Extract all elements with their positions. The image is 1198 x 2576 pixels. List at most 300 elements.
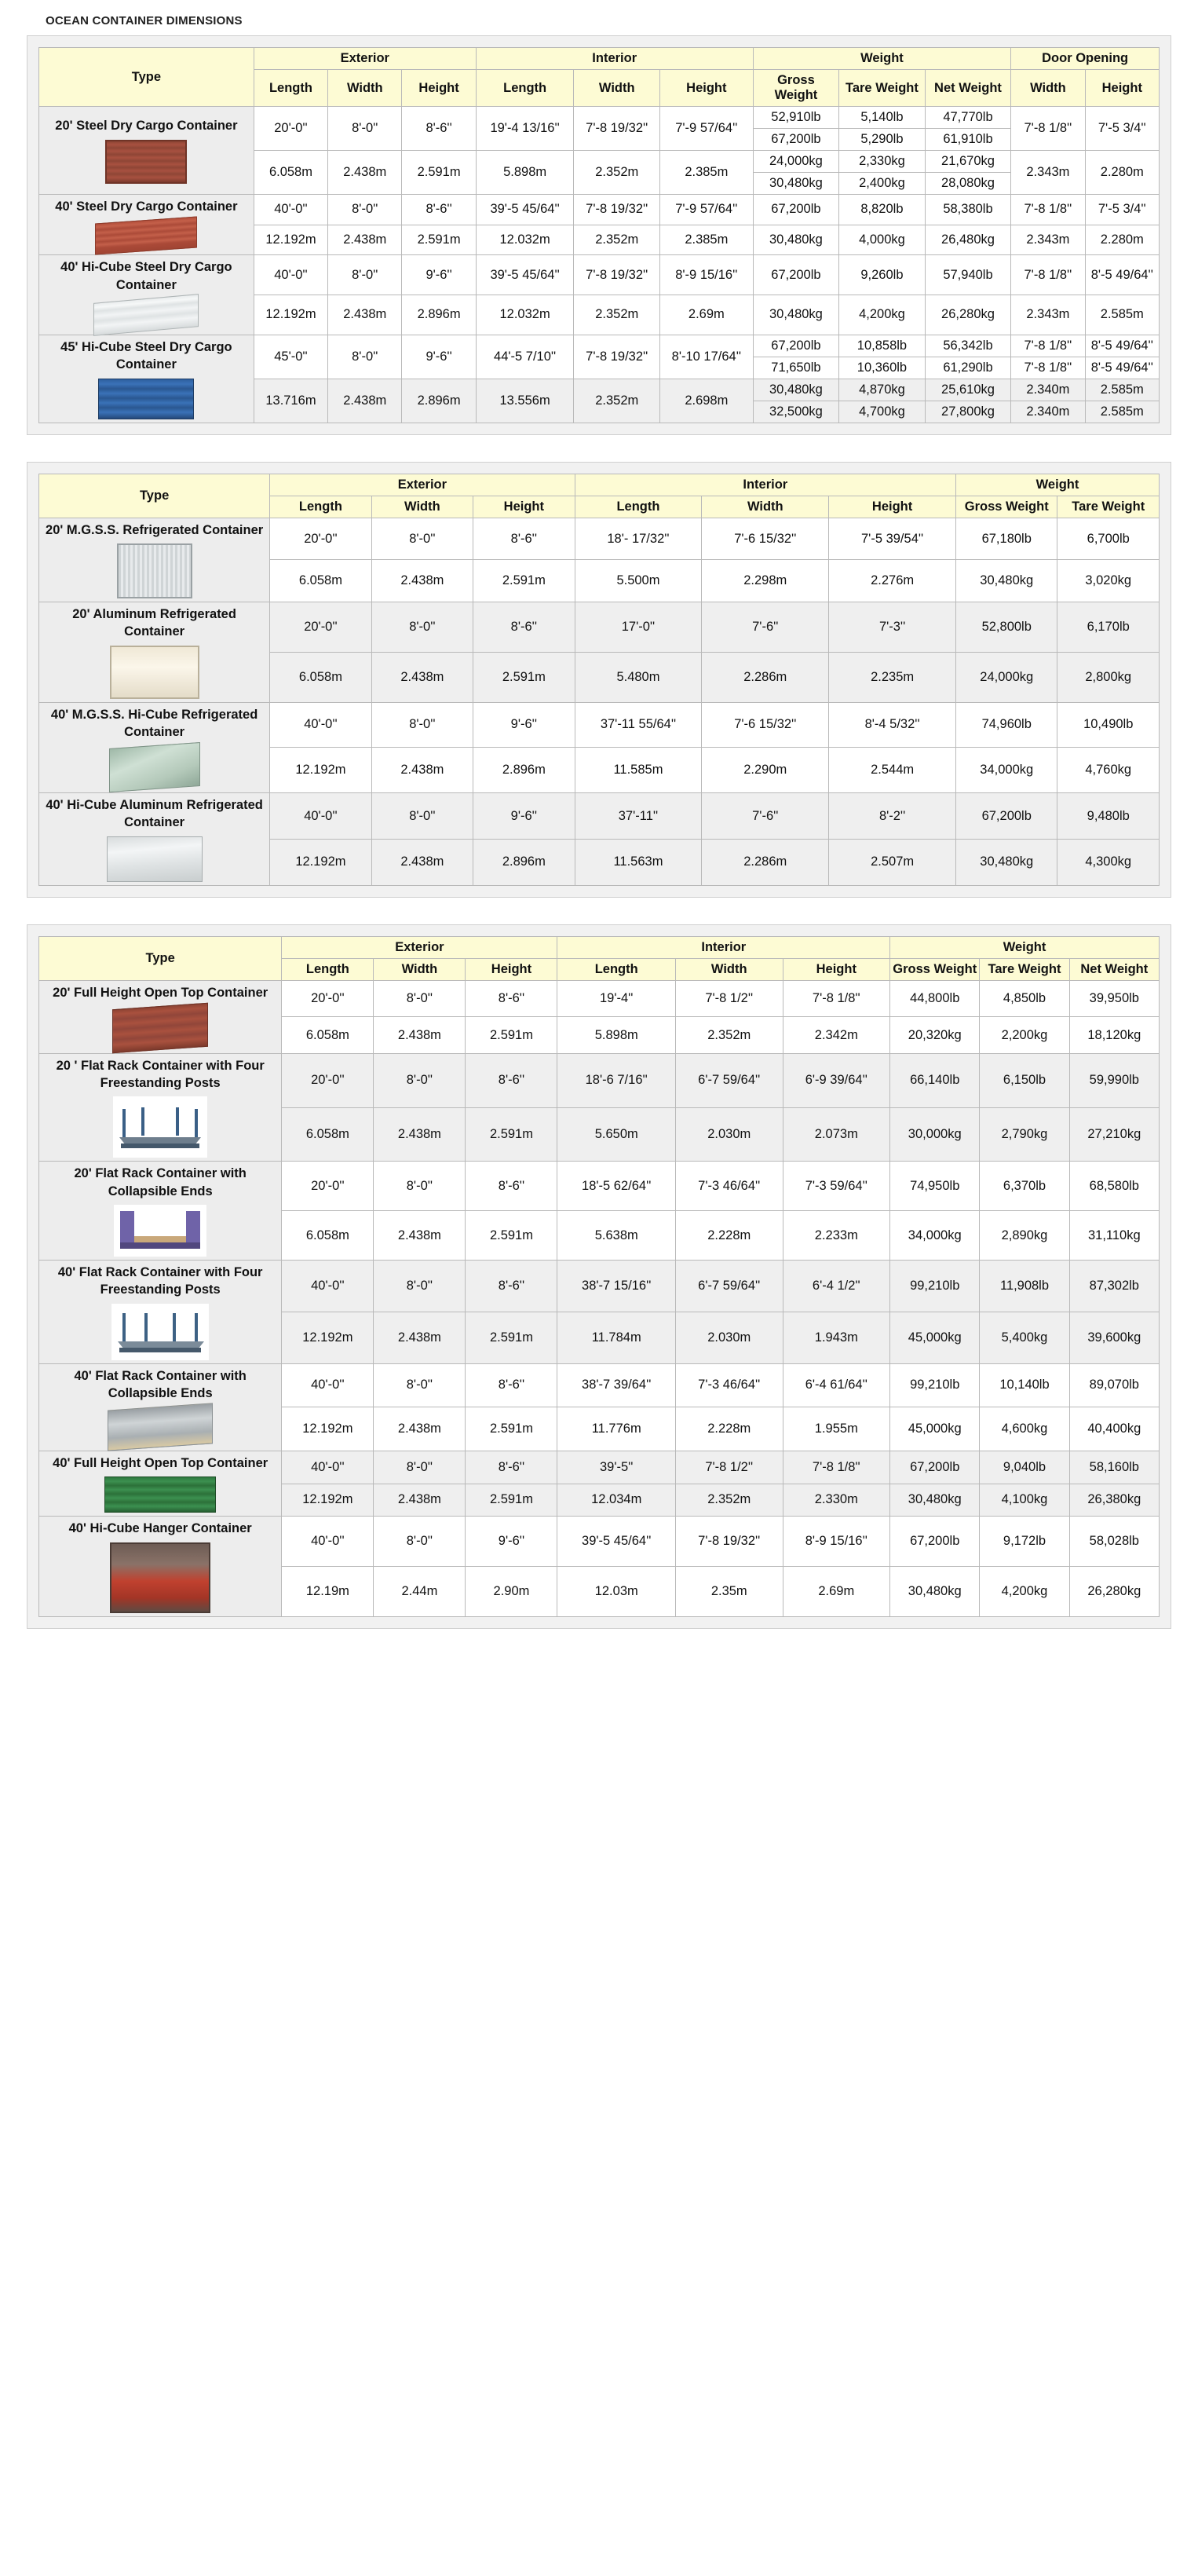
cell-gross-weight: 34,000kg — [890, 1211, 980, 1261]
cell-int-length: 39'-5 45/64'' — [476, 195, 574, 225]
cell-tare-weight: 10,858lb — [839, 335, 926, 357]
header-ext-width: Width — [374, 958, 466, 980]
cell-int-width: 2.228m — [675, 1211, 783, 1261]
header-type: Type — [39, 48, 254, 107]
cell-ext-length: 6.058m — [270, 652, 371, 702]
cell-door-width: 2.343m — [1011, 225, 1085, 255]
table-row — [39, 1517, 1160, 1567]
container-45-hicube-blue-icon — [41, 379, 252, 419]
header-gross-weight: Gross Weight — [956, 496, 1057, 518]
cell-ext-width: 8'-0'' — [374, 1260, 466, 1312]
cell-int-height: 1.943m — [783, 1312, 890, 1363]
cell-int-width: 2.352m — [574, 151, 660, 195]
cell-tare-weight: 4,870kg — [839, 379, 926, 401]
header-ext-length: Length — [270, 496, 371, 518]
cell-gross-weight: 74,950lb — [890, 1162, 980, 1211]
header-int-length: Length — [476, 70, 574, 107]
cell-tare-weight: 5,140lb — [839, 107, 926, 129]
cell-net-weight: 58,028lb — [1069, 1517, 1159, 1567]
container-type-label: 20' Flat Rack Container with Collapsible Ends — [74, 1166, 247, 1198]
table-row — [39, 335, 1160, 357]
cell-tare-weight: 2,890kg — [980, 1211, 1069, 1261]
flatrack-20-collapsible-icon — [41, 1205, 279, 1257]
reefer-40-mgss-hicube-icon — [41, 745, 268, 789]
container-40-steel-red-icon — [41, 220, 252, 251]
table-row — [39, 518, 1160, 560]
cell-tare-weight: 2,400kg — [839, 173, 926, 195]
cell-int-length: 12.032m — [476, 225, 574, 255]
cell-ext-height: 9'-6'' — [473, 702, 575, 748]
cell-int-width: 2.352m — [574, 295, 660, 335]
cell-int-height: 7'-9 57/64'' — [660, 195, 754, 225]
cell-net-weight: 21,670kg — [925, 151, 1011, 173]
open-top-20-icon — [41, 1006, 279, 1050]
header-int-height: Height — [783, 958, 890, 980]
row-type-cell — [39, 793, 270, 886]
header-ext-width: Width — [371, 496, 473, 518]
cell-int-height: 2.342m — [783, 1017, 890, 1054]
cell-int-width: 7'-6 15/32'' — [702, 518, 829, 560]
row-type-cell — [39, 980, 282, 1053]
row-type-cell — [39, 335, 254, 423]
cell-int-width: 2.290m — [702, 748, 829, 793]
cell-int-width: 2.352m — [675, 1017, 783, 1054]
cell-ext-width: 8'-0'' — [328, 107, 402, 151]
header-group-exterior: Exterior — [282, 936, 557, 958]
cell-ext-width: 8'-0'' — [371, 702, 473, 748]
cell-ext-length: 20'-0'' — [254, 107, 327, 151]
container-20-steel-red-icon — [41, 140, 252, 184]
cell-gross-weight: 67,200lb — [753, 335, 839, 357]
cell-int-height: 2.385m — [660, 151, 754, 195]
cell-ext-length: 6.058m — [282, 1211, 374, 1261]
cell-int-width: 7'-8 19/32'' — [574, 107, 660, 151]
cell-net-weight: 26,280kg — [925, 295, 1011, 335]
row-type-cell — [39, 1451, 282, 1517]
header-ext-height: Height — [473, 496, 575, 518]
cell-int-height: 8'-2'' — [829, 793, 956, 840]
cell-ext-width: 8'-0'' — [328, 335, 402, 379]
cell-int-length: 44'-5 7/10'' — [476, 335, 574, 379]
table-row — [39, 602, 1160, 653]
cell-ext-height: 2.591m — [473, 652, 575, 702]
container-type-label: 40' Flat Rack Container with Four Freestanding Posts — [57, 1264, 263, 1297]
cell-net-weight: 31,110kg — [1069, 1211, 1159, 1261]
cell-ext-width: 8'-0'' — [374, 1517, 466, 1567]
cell-ext-height: 2.591m — [466, 1211, 557, 1261]
cell-tare-weight: 9,172lb — [980, 1517, 1069, 1567]
cell-gross-weight: 67,200lb — [753, 129, 839, 151]
cell-int-height: 2.233m — [783, 1211, 890, 1261]
header-int-length: Length — [557, 958, 675, 980]
cell-net-weight: 40,400kg — [1069, 1407, 1159, 1451]
cell-net-weight: 18,120kg — [1069, 1017, 1159, 1054]
cell-ext-width: 8'-0'' — [374, 1053, 466, 1107]
cell-ext-length: 40'-0'' — [254, 255, 327, 295]
cell-int-width: 7'-8 19/32'' — [574, 255, 660, 295]
cell-ext-width: 8'-0'' — [374, 980, 466, 1017]
cell-gross-weight: 30,480kg — [753, 295, 839, 335]
cell-net-weight: 61,290lb — [925, 357, 1011, 379]
cell-ext-width: 2.438m — [328, 151, 402, 195]
cell-ext-height: 9'-6'' — [402, 335, 476, 379]
cell-door-width: 2.340m — [1011, 379, 1085, 401]
cell-gross-weight: 67,180lb — [956, 518, 1057, 560]
cell-int-length: 11.585m — [575, 748, 702, 793]
cell-tare-weight: 9,480lb — [1057, 793, 1160, 840]
cell-net-weight: 28,080kg — [925, 173, 1011, 195]
header-int-height: Height — [829, 496, 956, 518]
cell-ext-height: 8'-6'' — [473, 518, 575, 560]
cell-door-height: 2.280m — [1085, 225, 1159, 255]
cell-gross-weight: 67,200lb — [956, 793, 1057, 840]
header-int-width: Width — [574, 70, 660, 107]
cell-int-width: 2.030m — [675, 1312, 783, 1363]
cell-int-width: 7'-6'' — [702, 602, 829, 653]
cell-ext-length: 12.192m — [270, 748, 371, 793]
cell-int-height: 6'-4 61/64'' — [783, 1363, 890, 1407]
cell-ext-width: 2.438m — [328, 379, 402, 423]
cell-net-weight: 25,610kg — [925, 379, 1011, 401]
table-row — [39, 1053, 1160, 1107]
cell-ext-height: 2.591m — [402, 225, 476, 255]
cell-ext-height: 8'-6'' — [466, 1053, 557, 1107]
cell-gross-weight: 30,480kg — [753, 225, 839, 255]
cell-tare-weight: 10,140lb — [980, 1363, 1069, 1407]
row-type-cell — [39, 255, 254, 335]
cell-gross-weight: 30,480kg — [956, 560, 1057, 602]
cell-ext-length: 6.058m — [282, 1017, 374, 1054]
cell-int-height: 2.698m — [660, 379, 754, 423]
cell-gross-weight: 52,910lb — [753, 107, 839, 129]
table-row — [39, 1363, 1160, 1407]
cell-net-weight: 68,580lb — [1069, 1162, 1159, 1211]
header-int-width: Width — [702, 496, 829, 518]
panel-open-top-flatrack — [27, 924, 1171, 1629]
cell-ext-height: 8'-6'' — [466, 980, 557, 1017]
cell-gross-weight: 99,210lb — [890, 1260, 980, 1312]
cell-ext-width: 2.438m — [328, 295, 402, 335]
cell-int-width: 2.030m — [675, 1107, 783, 1162]
reefer-40-aluminum-hicube-icon — [41, 836, 268, 882]
row-type-cell — [39, 195, 254, 255]
cell-int-length: 39'-5'' — [557, 1451, 675, 1484]
table-row — [39, 1260, 1160, 1312]
cell-ext-width: 2.438m — [371, 560, 473, 602]
container-type-label: 20' Full Height Open Top Container — [53, 985, 268, 1000]
table-row — [39, 1162, 1160, 1211]
cell-int-height: 8'-4 5/32'' — [829, 702, 956, 748]
cell-int-width: 6'-7 59/64'' — [675, 1053, 783, 1107]
header-tare-weight: Tare Weight — [1057, 496, 1160, 518]
cell-ext-width: 2.44m — [374, 1566, 466, 1616]
cell-net-weight: 89,070lb — [1069, 1363, 1159, 1407]
cell-net-weight: 47,770lb — [925, 107, 1011, 129]
cell-tare-weight: 6,700lb — [1057, 518, 1160, 560]
cell-ext-height: 2.896m — [473, 748, 575, 793]
header-type: Type — [39, 936, 282, 980]
cell-ext-width: 8'-0'' — [374, 1363, 466, 1407]
cell-gross-weight: 30,480kg — [890, 1566, 980, 1616]
cell-int-length: 39'-5 45/64'' — [476, 255, 574, 295]
cell-gross-weight: 66,140lb — [890, 1053, 980, 1107]
cell-int-width: 7'-6 15/32'' — [702, 702, 829, 748]
cell-int-width: 7'-8 1/2'' — [675, 980, 783, 1017]
cell-int-width: 6'-7 59/64'' — [675, 1260, 783, 1312]
row-type-cell — [39, 518, 270, 602]
row-type-cell — [39, 1517, 282, 1616]
cell-net-weight: 26,280kg — [1069, 1566, 1159, 1616]
cell-int-length: 5.500m — [575, 560, 702, 602]
cell-int-height: 1.955m — [783, 1407, 890, 1451]
reefer-20-aluminum-icon — [41, 646, 268, 699]
cell-tare-weight: 4,100kg — [980, 1484, 1069, 1517]
cell-ext-length: 12.192m — [254, 295, 327, 335]
container-type-label: 20' Aluminum Refrigerated Container — [72, 607, 236, 639]
table-row — [39, 255, 1160, 295]
cell-int-height: 7'-8 1/8'' — [783, 980, 890, 1017]
header-int-length: Length — [575, 496, 702, 518]
cell-ext-length: 40'-0'' — [282, 1363, 374, 1407]
cell-int-length: 17'-0'' — [575, 602, 702, 653]
container-type-label: 20 ' Flat Rack Container with Four Freestanding Posts — [56, 1058, 265, 1091]
cell-door-width: 7'-8 1/8'' — [1011, 357, 1085, 379]
cell-ext-width: 2.438m — [371, 748, 473, 793]
hanger-40-hicube-icon — [41, 1542, 279, 1613]
header-net-weight: Net Weight — [1069, 958, 1159, 980]
header-tare-weight: Tare Weight — [980, 958, 1069, 980]
flatrack-40-posts-icon — [41, 1304, 279, 1360]
cell-tare-weight: 2,330kg — [839, 151, 926, 173]
cell-net-weight: 26,380kg — [1069, 1484, 1159, 1517]
cell-int-width: 7'-3 46/64'' — [675, 1162, 783, 1211]
cell-ext-height: 8'-6'' — [466, 1260, 557, 1312]
header-group-interior: Interior — [575, 474, 955, 496]
container-type-label: 45' Hi-Cube Steel Dry Cargo Container — [60, 340, 232, 372]
cell-door-width: 2.340m — [1011, 401, 1085, 423]
cell-int-height: 7'-3 59/64'' — [783, 1162, 890, 1211]
cell-door-width: 7'-8 1/8'' — [1011, 195, 1085, 225]
cell-net-weight: 59,990lb — [1069, 1053, 1159, 1107]
cell-ext-length: 6.058m — [282, 1107, 374, 1162]
cell-tare-weight: 8,820lb — [839, 195, 926, 225]
cell-door-width: 7'-8 1/8'' — [1011, 255, 1085, 295]
cell-gross-weight: 67,200lb — [890, 1451, 980, 1484]
header-group-weight: Weight — [890, 936, 1160, 958]
cell-gross-weight: 20,320kg — [890, 1017, 980, 1054]
panel-dry-cargo — [27, 35, 1171, 435]
page-title: OCEAN CONTAINER DIMENSIONS — [46, 14, 243, 27]
cell-ext-length: 20'-0'' — [282, 980, 374, 1017]
cell-int-length: 5.650m — [557, 1107, 675, 1162]
header-int-height: Height — [660, 70, 754, 107]
cell-int-height: 7'-9 57/64'' — [660, 107, 754, 151]
cell-ext-width: 2.438m — [374, 1107, 466, 1162]
cell-int-length: 12.034m — [557, 1484, 675, 1517]
table-row — [39, 195, 1160, 225]
cell-ext-height: 9'-6'' — [402, 255, 476, 295]
cell-int-length: 12.032m — [476, 295, 574, 335]
cell-int-width: 7'-8 19/32'' — [675, 1517, 783, 1567]
cell-net-weight: 57,940lb — [925, 255, 1011, 295]
cell-tare-weight: 9,040lb — [980, 1451, 1069, 1484]
cell-int-height: 2.69m — [660, 295, 754, 335]
cell-ext-height: 9'-6'' — [466, 1517, 557, 1567]
container-type-label: 40' Hi-Cube Aluminum Refrigerated Container — [46, 798, 263, 830]
table-row — [39, 1451, 1160, 1484]
cell-tare-weight: 6,170lb — [1057, 602, 1160, 653]
header-door-width: Width — [1011, 70, 1085, 107]
cell-gross-weight: 30,480kg — [890, 1484, 980, 1517]
cell-gross-weight: 67,200lb — [753, 255, 839, 295]
cell-ext-length: 12.192m — [282, 1312, 374, 1363]
cell-int-length: 12.03m — [557, 1566, 675, 1616]
cell-gross-weight: 52,800lb — [956, 602, 1057, 653]
cell-int-height: 7'-8 1/8'' — [783, 1451, 890, 1484]
table-row — [39, 793, 1160, 840]
cell-tare-weight: 3,020kg — [1057, 560, 1160, 602]
cell-int-height: 2.69m — [783, 1566, 890, 1616]
row-type-cell — [39, 702, 270, 793]
open-top-40-icon — [41, 1476, 279, 1513]
cell-int-length: 5.480m — [575, 652, 702, 702]
header-door-height: Height — [1085, 70, 1159, 107]
cell-int-length: 37'-11'' — [575, 793, 702, 840]
table-row — [39, 980, 1160, 1017]
cell-ext-width: 8'-0'' — [328, 195, 402, 225]
cell-int-length: 5.898m — [557, 1017, 675, 1054]
cell-int-length: 18'- 17/32'' — [575, 518, 702, 560]
cell-int-length: 19'-4'' — [557, 980, 675, 1017]
cell-ext-length: 20'-0'' — [270, 602, 371, 653]
cell-net-weight: 87,302lb — [1069, 1260, 1159, 1312]
cell-ext-length: 6.058m — [254, 151, 327, 195]
cell-gross-weight: 30,000kg — [890, 1107, 980, 1162]
cell-int-length: 39'-5 45/64'' — [557, 1517, 675, 1567]
cell-gross-weight: 99,210lb — [890, 1363, 980, 1407]
cell-ext-height: 8'-6'' — [466, 1451, 557, 1484]
table-open-top-flatrack — [38, 936, 1160, 1617]
header-group-door-opening: Door Opening — [1011, 48, 1160, 70]
cell-ext-height: 2.591m — [466, 1107, 557, 1162]
cell-ext-width: 8'-0'' — [328, 255, 402, 295]
cell-gross-weight: 45,000kg — [890, 1312, 980, 1363]
cell-int-width: 2.228m — [675, 1407, 783, 1451]
cell-tare-weight: 9,260lb — [839, 255, 926, 295]
cell-ext-height: 8'-6'' — [466, 1162, 557, 1211]
cell-int-height: 2.330m — [783, 1484, 890, 1517]
cell-int-length: 5.898m — [476, 151, 574, 195]
cell-gross-weight: 45,000kg — [890, 1407, 980, 1451]
cell-ext-width: 2.438m — [374, 1017, 466, 1054]
cell-ext-length: 40'-0'' — [282, 1451, 374, 1484]
cell-ext-length: 12.192m — [254, 225, 327, 255]
cell-ext-width: 2.438m — [374, 1312, 466, 1363]
cell-tare-weight: 11,908lb — [980, 1260, 1069, 1312]
header-group-interior: Interior — [476, 48, 753, 70]
flatrack-20-posts-icon — [41, 1096, 279, 1158]
header-group-weight: Weight — [753, 48, 1011, 70]
cell-int-width: 7'-8 19/32'' — [574, 335, 660, 379]
cell-ext-width: 2.438m — [374, 1407, 466, 1451]
cell-gross-weight: 67,200lb — [753, 195, 839, 225]
cell-ext-width: 2.438m — [374, 1484, 466, 1517]
cell-tare-weight: 6,150lb — [980, 1053, 1069, 1107]
container-type-label: 40' Hi-Cube Steel Dry Cargo Container — [60, 260, 232, 292]
cell-int-height: 6'-4 1/2'' — [783, 1260, 890, 1312]
cell-ext-width: 2.438m — [328, 225, 402, 255]
cell-ext-length: 40'-0'' — [282, 1517, 374, 1567]
cell-tare-weight: 4,000kg — [839, 225, 926, 255]
cell-gross-weight: 34,000kg — [956, 748, 1057, 793]
row-type-cell — [39, 1260, 282, 1363]
header-ext-height: Height — [402, 70, 476, 107]
cell-ext-width: 8'-0'' — [374, 1162, 466, 1211]
container-type-label: 40' Hi-Cube Hanger Container — [68, 1521, 252, 1536]
cell-ext-length: 20'-0'' — [282, 1162, 374, 1211]
cell-int-length: 18'-6 7/16'' — [557, 1053, 675, 1107]
table-header-groups — [39, 48, 1160, 70]
cell-int-height: 2.544m — [829, 748, 956, 793]
cell-net-weight: 27,210kg — [1069, 1107, 1159, 1162]
cell-int-height: 2.385m — [660, 225, 754, 255]
cell-door-height: 8'-5 49/64'' — [1085, 335, 1159, 357]
header-ext-length: Length — [282, 958, 374, 980]
panel-refrigerated — [27, 462, 1171, 898]
cell-ext-width: 8'-0'' — [371, 518, 473, 560]
cell-int-width: 2.286m — [702, 839, 829, 885]
row-type-cell — [39, 1363, 282, 1451]
cell-ext-length: 45'-0'' — [254, 335, 327, 379]
reefer-20-mgss-icon — [41, 543, 268, 598]
cell-ext-width: 2.438m — [374, 1211, 466, 1261]
cell-door-height: 8'-5 49/64'' — [1085, 255, 1159, 295]
cell-ext-height: 2.896m — [473, 839, 575, 885]
cell-tare-weight: 10,360lb — [839, 357, 926, 379]
cell-int-width: 7'-6'' — [702, 793, 829, 840]
cell-ext-height: 2.90m — [466, 1566, 557, 1616]
cell-ext-length: 20'-0'' — [282, 1053, 374, 1107]
cell-gross-weight: 30,480kg — [753, 379, 839, 401]
cell-tare-weight: 2,790kg — [980, 1107, 1069, 1162]
cell-tare-weight: 6,370lb — [980, 1162, 1069, 1211]
cell-gross-weight: 24,000kg — [956, 652, 1057, 702]
cell-int-length: 38'-7 39/64'' — [557, 1363, 675, 1407]
cell-tare-weight: 2,800kg — [1057, 652, 1160, 702]
cell-ext-height: 2.591m — [466, 1484, 557, 1517]
container-40-hicube-white-icon — [41, 298, 252, 331]
cell-net-weight: 27,800kg — [925, 401, 1011, 423]
table-refrigerated — [38, 474, 1160, 886]
container-type-label: 40' Full Height Open Top Container — [53, 1456, 268, 1471]
cell-tare-weight: 4,700kg — [839, 401, 926, 423]
cell-int-length: 11.784m — [557, 1312, 675, 1363]
cell-int-length: 11.563m — [575, 839, 702, 885]
header-int-width: Width — [675, 958, 783, 980]
cell-gross-weight: 32,500kg — [753, 401, 839, 423]
cell-int-height: 2.276m — [829, 560, 956, 602]
cell-door-width: 7'-8 1/8'' — [1011, 335, 1085, 357]
cell-int-width: 2.352m — [574, 379, 660, 423]
cell-int-length: 11.776m — [557, 1407, 675, 1451]
header-type: Type — [39, 474, 270, 518]
cell-tare-weight: 5,400kg — [980, 1312, 1069, 1363]
cell-int-width: 2.286m — [702, 652, 829, 702]
cell-gross-weight: 44,800lb — [890, 980, 980, 1017]
cell-ext-width: 8'-0'' — [374, 1451, 466, 1484]
cell-int-length: 38'-7 15/16'' — [557, 1260, 675, 1312]
container-type-label: 20' Steel Dry Cargo Container — [55, 119, 238, 134]
